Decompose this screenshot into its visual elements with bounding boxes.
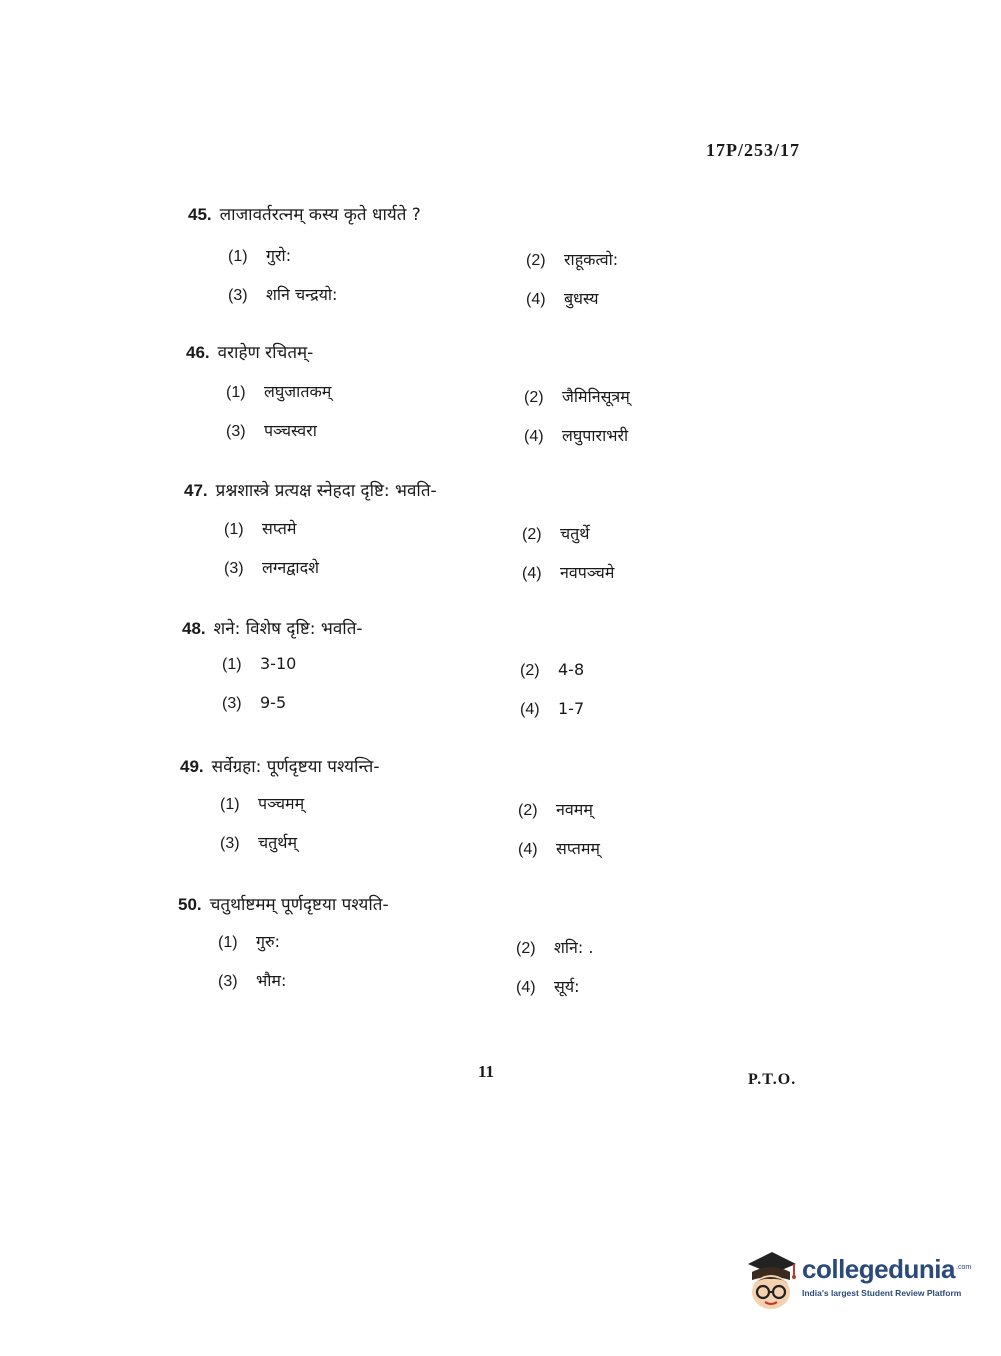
question-number: 50.: [178, 895, 202, 914]
option-2: (2) 4-8: [520, 660, 585, 679]
option-2: (2) चतुर्थे: [522, 524, 590, 543]
question-text: वराहेण रचितम्-: [217, 343, 314, 363]
question-number: 46.: [186, 343, 210, 362]
pto-label: P.T.O.: [748, 1071, 797, 1088]
question-text: चतुर्थाष्टमम् पूर्णदृष्टया पश्यति-: [209, 895, 389, 915]
option-4: (4) बुधस्य: [526, 289, 599, 308]
option-2: (2) नवमम्: [518, 800, 593, 819]
question-number: 47.: [184, 481, 208, 500]
question-49: [0, 754, 1001, 878]
question-stem: [182, 616, 363, 639]
option-4: (4) नवपञ्चमे: [522, 563, 615, 582]
question-stem: [184, 478, 437, 501]
brand-suffix: .com: [956, 1264, 972, 1271]
option-1: (1) सप्तमे: [224, 519, 297, 538]
question-stem: [178, 892, 389, 915]
brand-tagline: India's largest Student Review Platform: [802, 1288, 962, 1298]
option-3: (3) पञ्चस्वरा: [226, 421, 317, 440]
question-48: [0, 616, 1001, 740]
page-number: 11: [478, 1062, 495, 1081]
collegedunia-watermark: [742, 1250, 982, 1320]
option-1: (1) गुरो:: [228, 246, 292, 265]
mascot-icon: [742, 1250, 800, 1312]
question-50: [0, 892, 1001, 1016]
option-3: (3) लग्नद्वादशे: [224, 558, 319, 577]
question-stem: [180, 754, 380, 777]
question-stem: [186, 340, 313, 363]
question-46: [0, 340, 1001, 464]
option-1: (1) पञ्चमम्: [220, 794, 305, 813]
option-1: (1) गुरु:: [218, 932, 280, 951]
option-2: (2) राहूकत्वो:: [526, 250, 619, 269]
question-text: सर्वेग्रहा: पूर्णदृष्टया पश्यन्ति-: [211, 757, 380, 777]
question-text: लाजावर्तरत्नम् कस्य कृते धार्यते ?: [219, 205, 421, 225]
paper-code: 17P/253/17: [706, 140, 800, 160]
option-2: (2) शनि: .: [516, 938, 594, 957]
question-text: शने: विशेष दृष्टि: भवति-: [213, 619, 363, 639]
option-1: (1) लघुजातकम्: [226, 382, 332, 401]
option-4: (4) सप्तमम्: [518, 839, 601, 858]
option-3: (3) 9-5: [222, 693, 287, 712]
option-4: (4) 1-7: [520, 699, 585, 718]
option-2: (2) जैमिनिसूत्रम्: [524, 387, 630, 406]
question-stem: [188, 202, 421, 225]
question-number: 48.: [182, 619, 206, 638]
question-47: [0, 478, 1001, 602]
brand-name: collegedunia: [802, 1254, 955, 1284]
question-45: [0, 202, 1001, 326]
question-text: प्रश्नशास्त्रे प्रत्यक्ष स्नेहदा दृष्टि: भवति-: [215, 481, 437, 501]
option-4: (4) लघुपाराभरी: [524, 426, 629, 445]
question-number: 45.: [188, 205, 212, 224]
option-3: (3) भौम:: [218, 971, 287, 990]
option-3: (3) चतुर्थम्: [220, 833, 298, 852]
option-3: (3) शनि चन्द्रयो:: [228, 285, 338, 304]
question-number: 49.: [180, 757, 204, 776]
option-1: (1) 3-10: [222, 654, 297, 673]
option-4: (4) सूर्य:: [516, 977, 580, 996]
